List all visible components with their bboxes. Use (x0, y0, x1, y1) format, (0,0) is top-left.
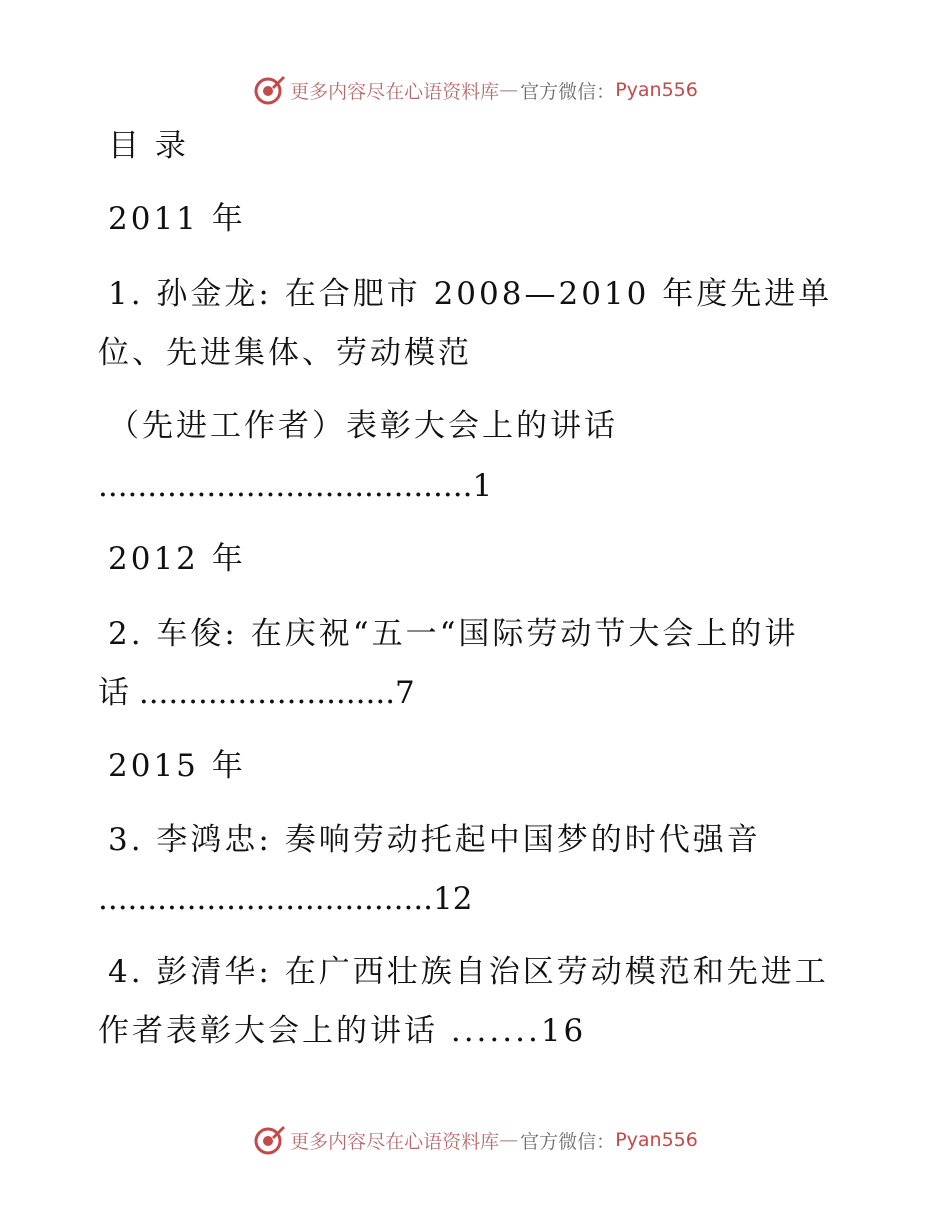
toc-entry-line: 1. 孙金龙: 在合肥市 2008—2010 年度先进单 (108, 276, 833, 312)
toc-dot-leader: ......................................1 (98, 468, 493, 504)
toc-dot-leader: 话 ..........................7 (98, 675, 415, 711)
watermark-wechat-id: Pyan556 (615, 1129, 698, 1151)
footer-watermark (0, 1120, 950, 1160)
toc-entry-line: 4. 彭清华: 在广西壮族自治区劳动模范和先进工 (108, 954, 829, 990)
toc-entry-line: （先进工作者）表彰大会上的讲话 (108, 408, 618, 444)
toc-title: 目 录 (108, 128, 189, 164)
watermark-wechat-label: 官方微信： (520, 1130, 616, 1153)
toc-entry-line: 位、先进集体、劳动模范 (98, 335, 472, 371)
toc-entry-line: 作者表彰大会上的讲话 .......16 (98, 1013, 587, 1049)
toc-year-heading: 2012 年 (108, 541, 246, 577)
watermark-slogan: 更多内容尽在心语资料库 (290, 1130, 500, 1153)
header-watermark (0, 70, 950, 110)
watermark-separator: — (499, 79, 519, 101)
toc-entry-line: 3. 李鸿忠: 奏响劳动托起中国梦的时代强音 (108, 822, 761, 858)
toc-dot-leader: ..................................12 (98, 881, 473, 917)
watermark-slogan: 更多内容尽在心语资料库 (290, 80, 500, 103)
watermark-separator: — (499, 1129, 519, 1151)
toc-year-heading: 2015 年 (108, 748, 246, 784)
watermark-wechat-label: 官方微信： (520, 80, 616, 103)
toc-year-heading: 2011 年 (108, 201, 246, 237)
toc-entry-line: 2. 车俊: 在庆祝“五一“国际劳动节大会上的讲 (108, 616, 799, 652)
watermark-wechat-id: Pyan556 (615, 79, 698, 101)
pen-logo-icon (252, 73, 286, 107)
pen-logo-icon (252, 1123, 286, 1157)
